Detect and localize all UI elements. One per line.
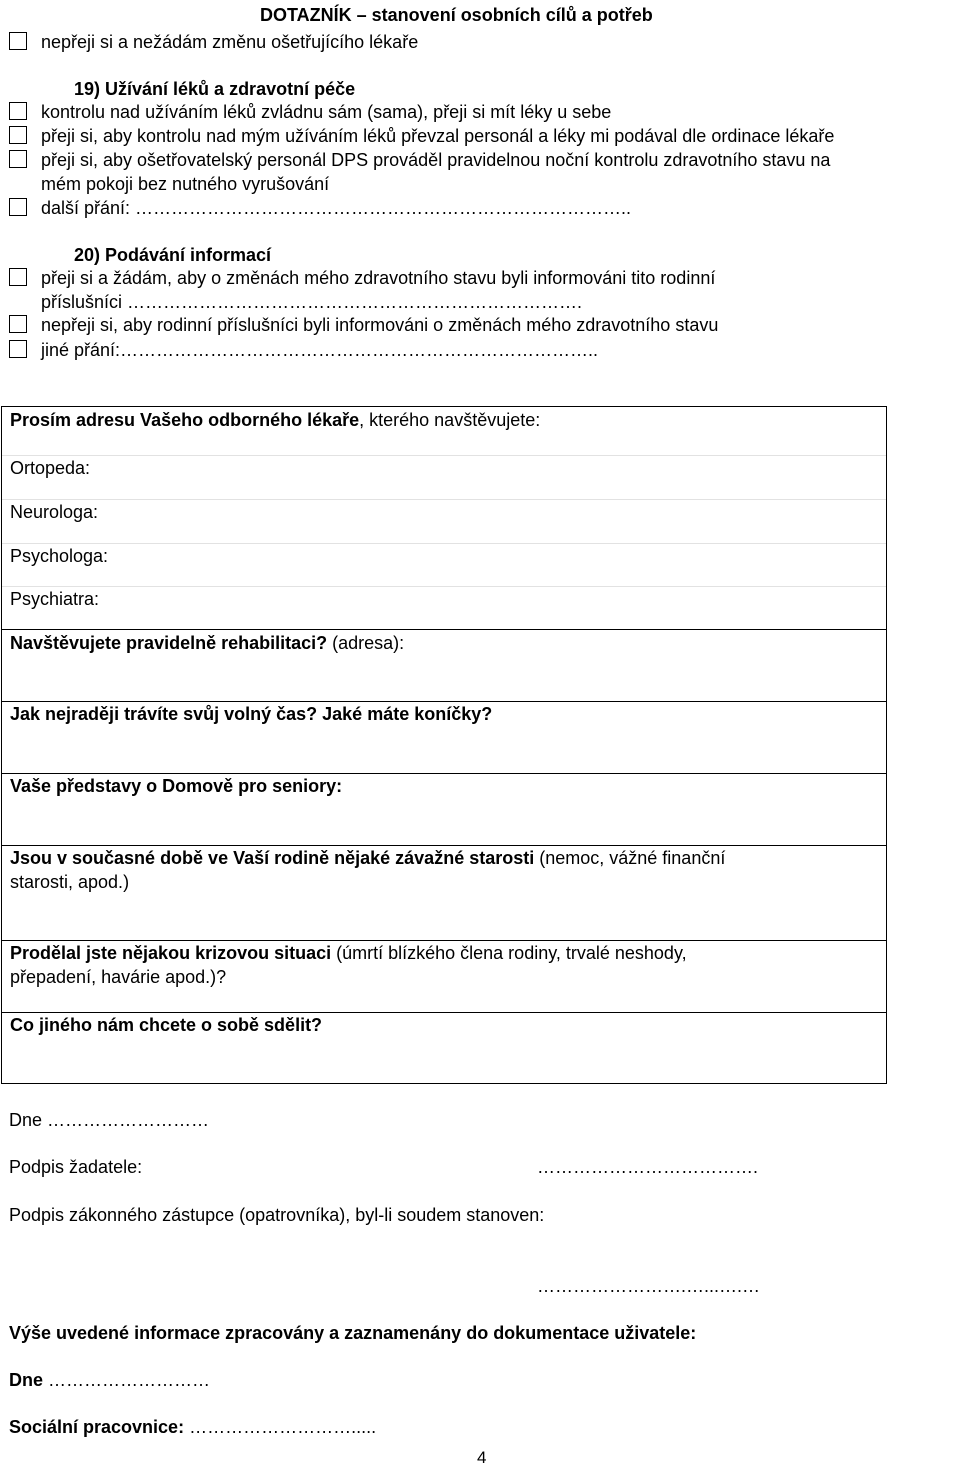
date-line-1: Dne ……………………… [9, 1110, 210, 1130]
doctor-address-label: Prosím adresu Vašeho odborného lékaře [10, 410, 360, 430]
row-ortoped[interactable] [2, 455, 886, 499]
ideas-label: Vaše představy o Domově pro seniory: [10, 776, 343, 796]
worries-suffix: (nemoc, vážné finanční [534, 848, 726, 868]
row-psychiatr[interactable] [2, 586, 886, 629]
page-number: 4 [477, 1448, 487, 1467]
neurolog-label: Neurologa: [10, 502, 99, 522]
row-rehabilitation[interactable] [2, 629, 886, 701]
social-worker-label: Sociální pracovnice: [9, 1417, 185, 1437]
row-neurolog[interactable] [2, 499, 886, 543]
row-ideas[interactable] [2, 773, 886, 845]
ortoped-label: Ortopeda: [10, 458, 91, 478]
row-other[interactable] [2, 1012, 886, 1084]
option-19-1: kontrolu nad užíváním léků zvládnu sám (sama), přeji si mít léky u sebe [41, 102, 612, 122]
checkbox-20-1[interactable] [9, 268, 27, 286]
option-19-3-line1: přeji si, aby ošetřovatelský personál DPS prováděl pravidelnou noční kontrolu zdravotního stavu na [41, 150, 831, 170]
guardian-signature-line[interactable]: …………………….…...….… [537, 1276, 761, 1296]
option-no-doctor-change: nepřeji si a nežádám změnu ošetřujícího lékaře [41, 32, 419, 52]
psychiatr-label: Psychiatra: [10, 589, 100, 609]
row-doctor-address[interactable] [2, 407, 886, 455]
crisis-label: Prodělal jste nějakou krizovou situaci [10, 943, 332, 963]
checkbox-20-3[interactable] [9, 340, 27, 358]
guardian-signature-label: Podpis zákonného zástupce (opatrovníka), byl-li soudem stanoven: [9, 1205, 545, 1225]
date-label-2: Dne [9, 1370, 44, 1390]
rehabilitation-label: Navštěvujete pravidelně rehabilitaci? [10, 633, 328, 653]
applicant-signature-line[interactable]: ………………………………. [537, 1157, 759, 1177]
checkbox-20-2[interactable] [9, 315, 27, 333]
date-line-2: ……………………… [43, 1370, 211, 1390]
worries-label: Jsou v současné době ve Vaší rodině nějaké závažné starosti [10, 848, 535, 868]
option-20-3: jiné přání:…………………………………………………………………….. [41, 340, 599, 360]
page-title: DOTAZNÍK – stanovení osobních cílů a potřeb [260, 5, 653, 25]
psycholog-label: Psychologa: [10, 546, 109, 566]
section-19-title: 19) Užívání léků a zdravotní péče [74, 79, 356, 99]
crisis-line2: přepadení, havárie apod.)? [10, 967, 227, 987]
doctor-address-suffix: , kterého navštěvujete: [359, 410, 541, 430]
rehabilitation-suffix: (adresa): [327, 633, 405, 653]
processed-note: Výše uvedené informace zpracovány a zaznamenány do dokumentace uživatele: [9, 1323, 697, 1343]
option-20-1-line2: příslušníci …………………………………………………………………. [41, 292, 583, 312]
checkbox-no-doctor-change[interactable] [9, 32, 27, 50]
row-hobbies[interactable] [2, 701, 886, 773]
row-crisis[interactable] [2, 940, 886, 1012]
social-worker-line[interactable]: ………………………..... [184, 1417, 377, 1437]
checkbox-19-1[interactable] [9, 102, 27, 120]
section-20-title: 20) Podávání informací [74, 245, 272, 265]
option-19-2: přeji si, aby kontrolu nad mým užíváním léků převzal personál a léky mi podával dle ordinace lékaře [41, 126, 835, 146]
applicant-signature-label: Podpis žadatele: [9, 1157, 143, 1177]
worries-line2: starosti, apod.) [10, 872, 130, 892]
checkbox-19-3[interactable] [9, 150, 27, 168]
option-19-3-line2: mém pokoji bez nutného vyrušování [41, 174, 330, 194]
option-20-2: nepřeji si, aby rodinní příslušníci byli informováni o změnách mého zdravotního stavu [41, 315, 719, 335]
option-19-4: další přání: ……………………………………………………………………….. [41, 198, 632, 218]
info-form-table [1, 406, 887, 1084]
checkbox-19-2[interactable] [9, 126, 27, 144]
crisis-suffix: (úmrtí blízkého člena rodiny, trvalé neshody, [331, 943, 687, 963]
row-psycholog[interactable] [2, 543, 886, 586]
checkbox-19-4[interactable] [9, 198, 27, 216]
row-worries[interactable] [2, 845, 886, 940]
hobbies-label: Jak nejraději trávíte svůj volný čas? Jaké máte koníčky? [10, 704, 493, 724]
other-label: Co jiného nám chcete o sobě sdělit? [10, 1015, 323, 1035]
option-20-1-line1: přeji si a žádám, aby o změnách mého zdravotního stavu byli informováni tito rodinní [41, 268, 716, 288]
